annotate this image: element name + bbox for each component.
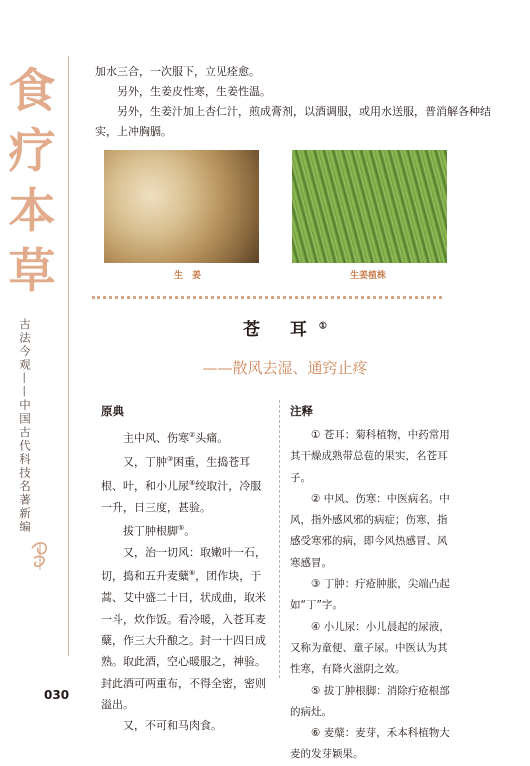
side-rule	[68, 56, 69, 656]
text: 头痛。	[195, 431, 229, 445]
side-title-char: 本	[8, 184, 56, 239]
note-item: ③ 丁肿：疔疮肿胀，尖端凸起如“丁”字。	[290, 578, 450, 612]
text: 。	[184, 524, 196, 538]
page-number: 030	[44, 688, 70, 702]
entry-subtitle: ——散风去湿、通窍止疼	[202, 359, 368, 377]
note-item: ⑥ 麦糵：麦芽，禾本科植物大麦的发芽颖果。	[290, 727, 450, 761]
ginger-photo	[104, 150, 259, 263]
original-text	[101, 425, 271, 736]
entry-title-note: ①	[318, 321, 327, 332]
entry-title-text: 苍 耳	[243, 320, 319, 340]
original-text-heading: 原典	[101, 404, 124, 418]
dotted-divider	[92, 296, 442, 299]
text: 又，治一切风：取嫩叶一石，切，捣和五升麦糵	[101, 546, 266, 584]
entry-title	[0, 315, 530, 340]
ginger-plant-photo	[292, 150, 447, 263]
text: ，团作块，于蒿、艾中盛二十日，状成曲，取米一斗，炊作饭。看冷暖，入苍耳麦糵，作三大升酿之。封一十四日成熟。取此酒，空心暖服之，神验。封此酒可两重布，不得全密，密则溢出。	[101, 570, 266, 711]
side-title-char: 疗	[8, 124, 56, 179]
series-title: 古法今观——中国古代科技名著新编	[18, 318, 32, 534]
side-title	[4, 62, 60, 302]
text: 拔丁肿根脚	[123, 524, 178, 538]
original-paragraph: 又，不可和马肉食。	[123, 719, 222, 733]
column-divider	[279, 400, 280, 678]
note-item: ② 中风、伤寒：中医病名。中风，指外感风邪的病症；伤寒，指感受寒邪的病，即今风热感冒、风寒感冒。	[290, 492, 450, 569]
original-paragraph	[101, 542, 271, 715]
footnote-ref: ②	[189, 431, 196, 439]
text: 主中风、伤寒	[123, 431, 189, 445]
footnote-ref: ③	[167, 454, 174, 463]
side-title-char: 草	[8, 244, 56, 299]
ornament-icon	[28, 538, 52, 572]
side-title-char: 食	[8, 64, 56, 119]
text: 绞取汁，冷服一升，日三度，甚验。	[101, 479, 262, 514]
text: 困重，生捣苍耳根、叶，和小儿尿	[101, 455, 251, 493]
intro-line: 另外，生姜汁加上杏仁汁，煎成膏剂，以酒调服，或用水送服，普消解各种结实，上冲胸膈。	[95, 105, 491, 138]
intro-line: 加水三合，一次服下，立见痊愈。	[95, 65, 260, 78]
ginger-plant-caption: 生姜植株	[350, 271, 387, 281]
note-item: ④ 小儿尿：小儿晨起的尿液，又称为童便、童子尿。中医认为其性寒，有降火滋阴之效。	[290, 620, 450, 676]
original-paragraph	[101, 425, 271, 449]
note-item: ① 苍耳：菊科植物，中药常用其干燥成熟带总苞的果实，名苍耳子。	[290, 429, 450, 484]
original-paragraph	[101, 449, 271, 518]
notes-list	[290, 425, 453, 766]
footnote-ref: ⑥	[189, 569, 196, 578]
original-paragraph	[101, 518, 271, 542]
text: 又，丁肿	[123, 455, 167, 469]
intro-text	[95, 62, 495, 142]
footnote-ref: ⑤	[178, 524, 185, 533]
note-item: ⑤ 拔丁肿根脚：消除疔疮根部的病灶。	[290, 684, 450, 718]
footnote-ref: ④	[189, 478, 196, 487]
notes-heading: 注释	[290, 404, 313, 418]
intro-line: 另外，生姜皮性寒，生姜性温。	[117, 85, 271, 98]
ginger-caption: 生 姜	[174, 271, 202, 281]
